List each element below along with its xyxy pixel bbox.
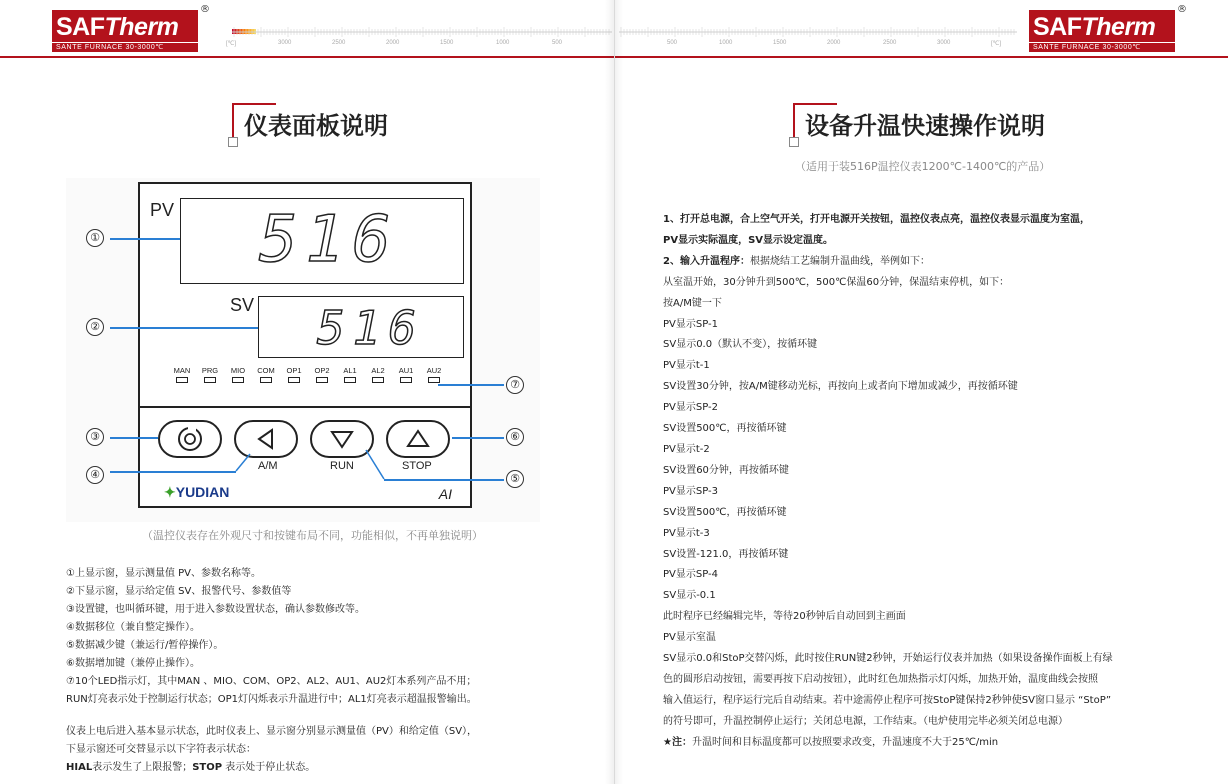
callout-1: ① <box>86 229 104 247</box>
pv-label: PV <box>150 200 175 220</box>
led-com: COM <box>254 366 278 383</box>
led-au2: AU2 <box>422 366 446 383</box>
sv-label: SV <box>230 295 255 315</box>
am-label: A/M <box>258 460 278 472</box>
led-mio: MIO <box>226 366 250 383</box>
led-man: MAN <box>170 366 194 383</box>
callout-4: ④ <box>86 466 104 484</box>
section-title: 仪表面板说明 <box>232 103 432 143</box>
sv-value: 516 <box>317 301 425 355</box>
temperature-scale: [℃] 3000 2500 2000 1500 1000 500 <box>232 26 612 48</box>
temperature-scale-right: 500 1000 1500 2000 2500 3000 [℃] <box>667 40 1002 47</box>
stop-button[interactable] <box>386 420 450 458</box>
led-op1: OP1 <box>282 366 306 383</box>
led-al2: AL2 <box>366 366 390 383</box>
set-cycle-button[interactable] <box>158 420 222 458</box>
saftherm-logo: SAFTherm SANTE FURNACE 30-3000℃ ® <box>52 10 198 54</box>
left-triangle-icon <box>254 427 278 451</box>
saftherm-logo-right: SAFTherm SANTE FURNACE 30-3000℃ ® <box>1029 10 1175 54</box>
led-al1: AL1 <box>338 366 362 383</box>
run-label: RUN <box>330 460 354 472</box>
right-page <box>614 0 1228 784</box>
led-prg: PRG <box>198 366 222 383</box>
led-indicators <box>170 366 446 383</box>
callout-3: ③ <box>86 428 104 446</box>
callout-6: ⑥ <box>506 428 524 446</box>
panel-caption: （温控仪表存在外观尺寸和按键布局不同，功能相似，不再单独说明） <box>142 529 483 542</box>
up-triangle-icon <box>405 427 431 451</box>
instrument-panel <box>138 182 472 508</box>
callout-7: ⑦ <box>506 376 524 394</box>
section-title-right: 设备升温快速操作说明 <box>793 103 1073 143</box>
yudian-logo: ✦YUDIAN <box>164 484 230 500</box>
led-au1: AU1 <box>394 366 418 383</box>
down-triangle-icon <box>329 427 355 451</box>
pv-value: 516 <box>259 203 399 277</box>
pv-display <box>180 198 464 284</box>
callout-2: ② <box>86 318 104 336</box>
model-mark: AI <box>438 486 452 502</box>
stop-label: STOP <box>402 460 432 472</box>
sv-display <box>258 296 464 358</box>
panel-notes: ①上显示窗，显示测量值 PV、参数名称等。 ②下显示窗，显示给定值 SV、报警代号、参数值等 ③设置键，也叫循环键，用于进入参数设置状态，确认参数修改等。 ④数据移位（兼自整定操作）。 ⑤数据减少键（兼运行/暂停操作）。 ⑥数据增加键（兼停止操作）。 ⑦10个LED指示灯，其中MAN 、MIO、COM、OP2、AL2、AU1、AU2灯本系列产品不用； RUN灯亮表示处于控制运行状态；OP1灯闪烁表示升温进行中；AL1灯亮表示超温报警输出。 仪表上电后进入基本显示状态，此时仪表上、显示窗分别显示测量值（PV）和给定值（SV）， 下显示窗还可交替显示以下字符表示状态： HIAL表示发生了上限报警；STOP 表示处于停止状态。 <box>66 568 478 773</box>
operation-steps: 1、打开总电源，合上空气开关，打开电源开关按钮，温控仪表点亮，温控仪表显示温度为室温， PV显示实际温度，SV显示设定温度。 2、输入升温程序：根据烧结工艺编制升温曲线，举例如下： 从室温开始，30分钟升到500℃，500℃保温60分钟，保温结束停机，如下： 按A/M键一下 PV显示SP-1 SV显示0.0（默认不变），按循环键 PV显示t-1 SV设置30分钟，按A/M键移动光标，再按向上或者向下增加或减少，再按循环键 PV显示SP-2 SV设置500℃，再按循环键 PV显示t-2 SV设置60分钟，再按循环键 PV显示SP-3 SV设置500℃，再按循环键 PV显示t-3 SV设置-121.0，再按循环键 PV显示SP-4 SV显示-0.1 此时程序已经编辑完毕，等待20秒钟后自动回到主画面 PV显示室温 SV显示0.0和StoP交替闪烁，此时按住RUN键2秒钟，开始运行仪表并加热（如果设备操作面板上有绿 色的圆形启动按钮，需要再按下启动按钮），此时红色加热指示灯闪烁，加热开始，温度曲线会按照 输入值运行，程序运行完后自动结束。若中途需停止程序可按StoP键保持2秒钟使SV窗口显示 “StoP” 的符号即可，升温控制停止运行；关闭总电源，工作结束。（电炉使用完毕必须关闭总电源） ★注：升温时间和目标温度都可以按照要求改变，升温速度不大于25℃/min <box>663 214 1113 748</box>
cycle-icon <box>175 424 205 454</box>
subtitle: （适用于装516P温控仪表1200℃-1400℃的产品） <box>795 160 1051 173</box>
led-op2: OP2 <box>310 366 334 383</box>
callout-5: ⑤ <box>506 470 524 488</box>
